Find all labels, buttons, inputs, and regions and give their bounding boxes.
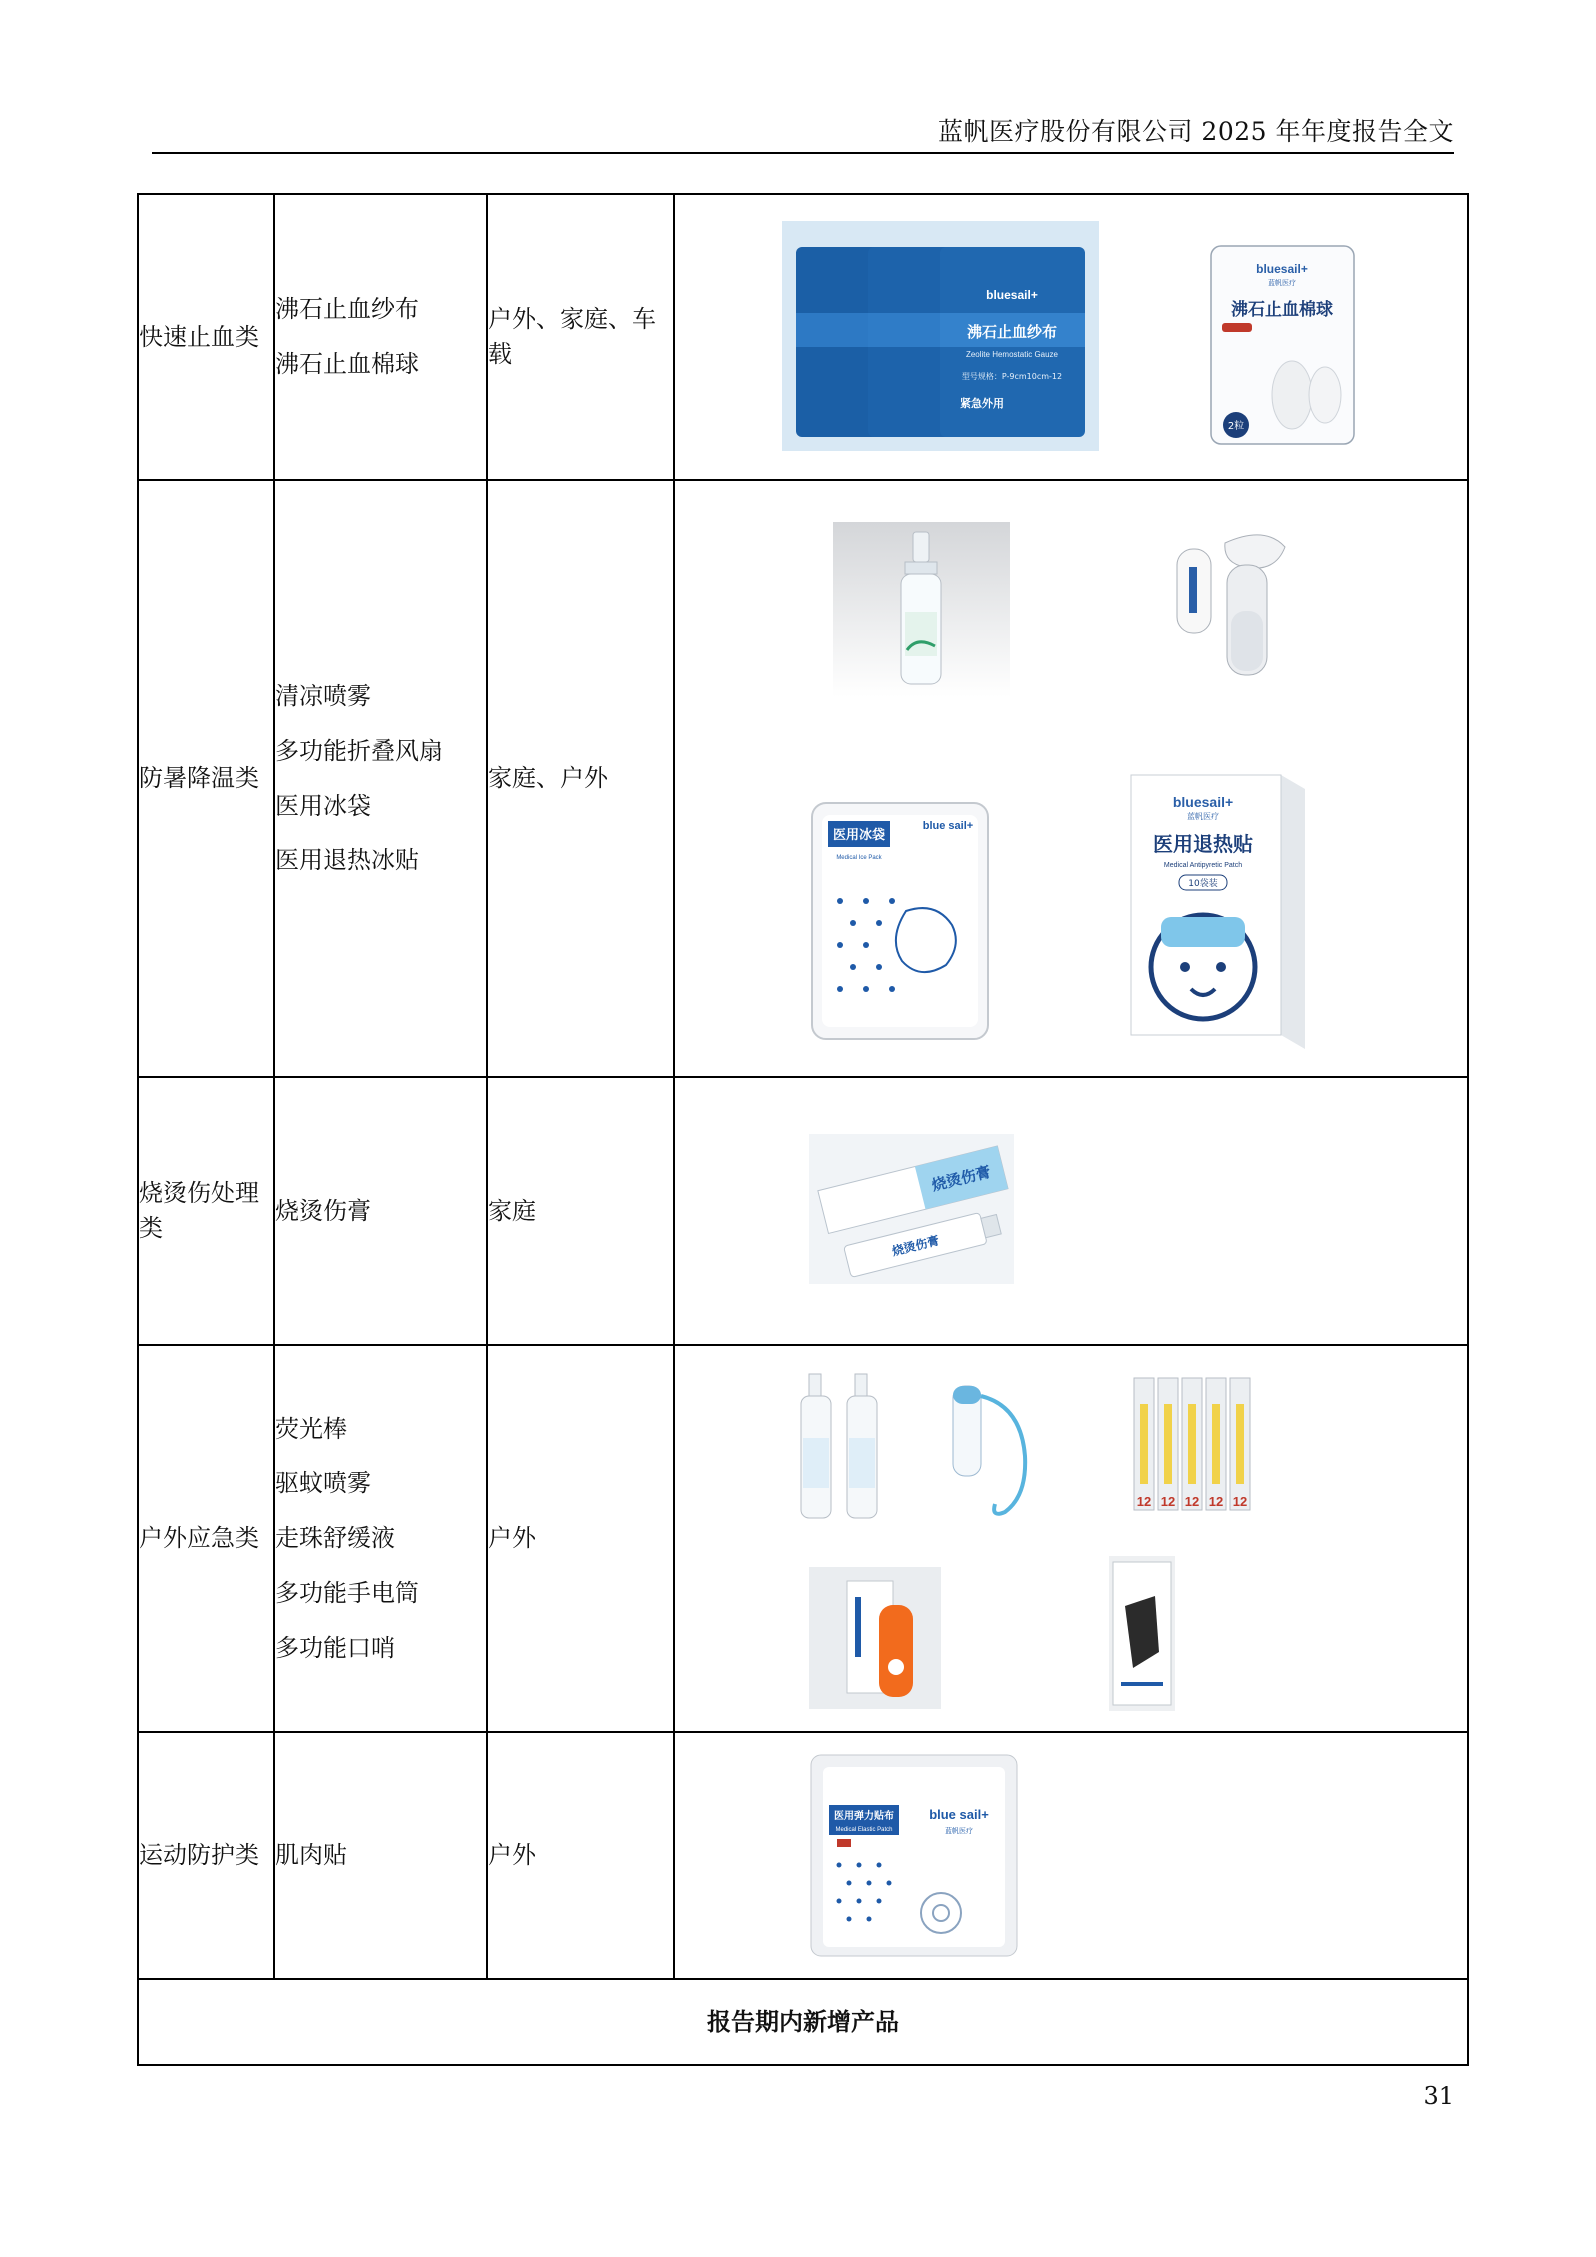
burn-ointment-image <box>809 1134 1014 1284</box>
cotton-brand-text: bluesail+ <box>1256 262 1308 276</box>
product-table <box>137 193 1469 2066</box>
product-name: 沸石止血棉球 <box>275 350 419 378</box>
product-name: 清凉喷雾 <box>275 681 371 710</box>
patch-count-text: 10袋装 <box>1188 879 1218 889</box>
table-row <box>138 480 1468 1077</box>
muscle-brand-cn-text: 蓝帆医疗 <box>945 1827 973 1835</box>
roll-on-soothing-liquid-image <box>933 1376 1041 1526</box>
product-images-cell <box>674 194 1468 480</box>
cotton-count-text: 2粒 <box>1227 421 1245 432</box>
product-name: 多功能折叠风扇 <box>275 736 443 765</box>
product-names-cell <box>274 1345 487 1732</box>
product-images-cell <box>674 1345 1468 1732</box>
product-names-cell <box>274 194 487 480</box>
category-cell: 户外应急类 <box>138 1345 274 1732</box>
hemostatic-gauze-packs-image <box>782 221 1099 451</box>
product-name: 荧光棒 <box>275 1414 347 1443</box>
product-images-cell <box>674 480 1468 1077</box>
product-names-cell <box>274 1732 487 1979</box>
category-cell: 运动防护类 <box>138 1732 274 1979</box>
product-name: 肌肉贴 <box>275 1841 347 1870</box>
burn-title-box-text: 烧烫伤膏 <box>929 1162 993 1195</box>
burn-title-tube-text: 烧烫伤膏 <box>890 1233 941 1259</box>
antipyretic-patch-box-image <box>1129 767 1307 1052</box>
patch-brand-cn-text: 蓝帆医疗 <box>1187 812 1219 821</box>
muscle-brand-text: blue sail+ <box>929 1807 989 1822</box>
page-number: 31 <box>1423 2082 1454 2110</box>
product-name: 医用冰袋 <box>275 791 371 820</box>
glow-count-text: 12 <box>1208 1494 1224 1509</box>
cooling-spray-image <box>833 522 1010 697</box>
flashlight-image <box>809 1567 941 1709</box>
product-name: 多功能口哨 <box>275 1633 395 1662</box>
scene-cell: 户外 <box>487 1345 674 1732</box>
hemostatic-cotton-ball-box-image <box>1210 245 1355 445</box>
product-names-cell <box>274 1077 487 1345</box>
glow-count-text: 12 <box>1184 1494 1200 1509</box>
product-images-cell <box>674 1077 1468 1345</box>
report-header-title: 蓝帆医疗股份有限公司 2025 年年度报告全文 <box>937 117 1454 146</box>
icepack-en-text: Medical Ice Pack <box>836 855 882 861</box>
table-row <box>138 1979 1468 2065</box>
gauze-use-text: 紧急外用 <box>960 397 1004 410</box>
scene-cell: 户外、家庭、车载 <box>487 194 674 480</box>
category-cell: 烧烫伤处理类 <box>138 1077 274 1345</box>
patch-brand-text: bluesail+ <box>1172 794 1234 810</box>
product-names-cell <box>274 480 487 1077</box>
table-row <box>138 194 1468 480</box>
cotton-title-text: 沸石止血棉球 <box>1231 300 1333 320</box>
whistle-image <box>1109 1556 1175 1711</box>
gauze-title-text: 沸石止血纱布 <box>966 323 1058 341</box>
table-row <box>138 1077 1468 1345</box>
glow-count-text: 12 <box>1136 1494 1152 1509</box>
muscle-title-text: 医用弹力贴布 <box>834 1811 894 1822</box>
category-cell: 防暑降温类 <box>138 480 274 1077</box>
patch-title-text: 医用退热贴 <box>1153 832 1253 856</box>
gauze-brand-text: bluesail+ <box>986 288 1038 302</box>
product-name: 走珠舒缓液 <box>275 1524 395 1553</box>
scene-cell: 家庭、户外 <box>487 480 674 1077</box>
new-products-section-header: 报告期内新增产品 <box>138 1979 1468 2065</box>
product-name: 驱蚊喷雾 <box>275 1469 371 1498</box>
glow-count-text: 12 <box>1160 1494 1176 1509</box>
scene-cell: 家庭 <box>487 1077 674 1345</box>
medical-ice-pack-image <box>810 801 990 1041</box>
product-name: 医用退热冰贴 <box>275 846 419 875</box>
scene-cell: 户外 <box>487 1732 674 1979</box>
product-name: 沸石止血纱布 <box>275 295 419 324</box>
elastic-muscle-patch-image <box>809 1753 1019 1958</box>
glow-sticks-image <box>1128 1374 1258 1524</box>
mosquito-spray-image <box>795 1368 915 1528</box>
product-name: 多功能手电筒 <box>275 1578 419 1607</box>
folding-fan-image <box>1169 521 1294 681</box>
category-cell: 快速止血类 <box>138 194 274 480</box>
icepack-title-text: 医用冰袋 <box>832 828 886 843</box>
cotton-brand-cn-text: 蓝帆医疗 <box>1268 279 1296 287</box>
gauze-model-text: 型号规格：P-9cm10cm-12 <box>961 372 1063 381</box>
table-row <box>138 1345 1468 1732</box>
glow-count-text: 12 <box>1232 1494 1248 1509</box>
muscle-en-text: Medical Elastic Patch <box>835 1827 893 1833</box>
table-row <box>138 1732 1468 1979</box>
product-name: 烧烫伤膏 <box>275 1196 371 1225</box>
icepack-brand-text: blue sail+ <box>922 820 974 832</box>
header-rule <box>152 152 1454 154</box>
product-images-cell <box>674 1732 1468 1979</box>
gauze-subtitle-text: Zeolite Hemostatic Gauze <box>965 350 1059 359</box>
patch-en-text: Medical Antipyretic Patch <box>1163 862 1243 869</box>
